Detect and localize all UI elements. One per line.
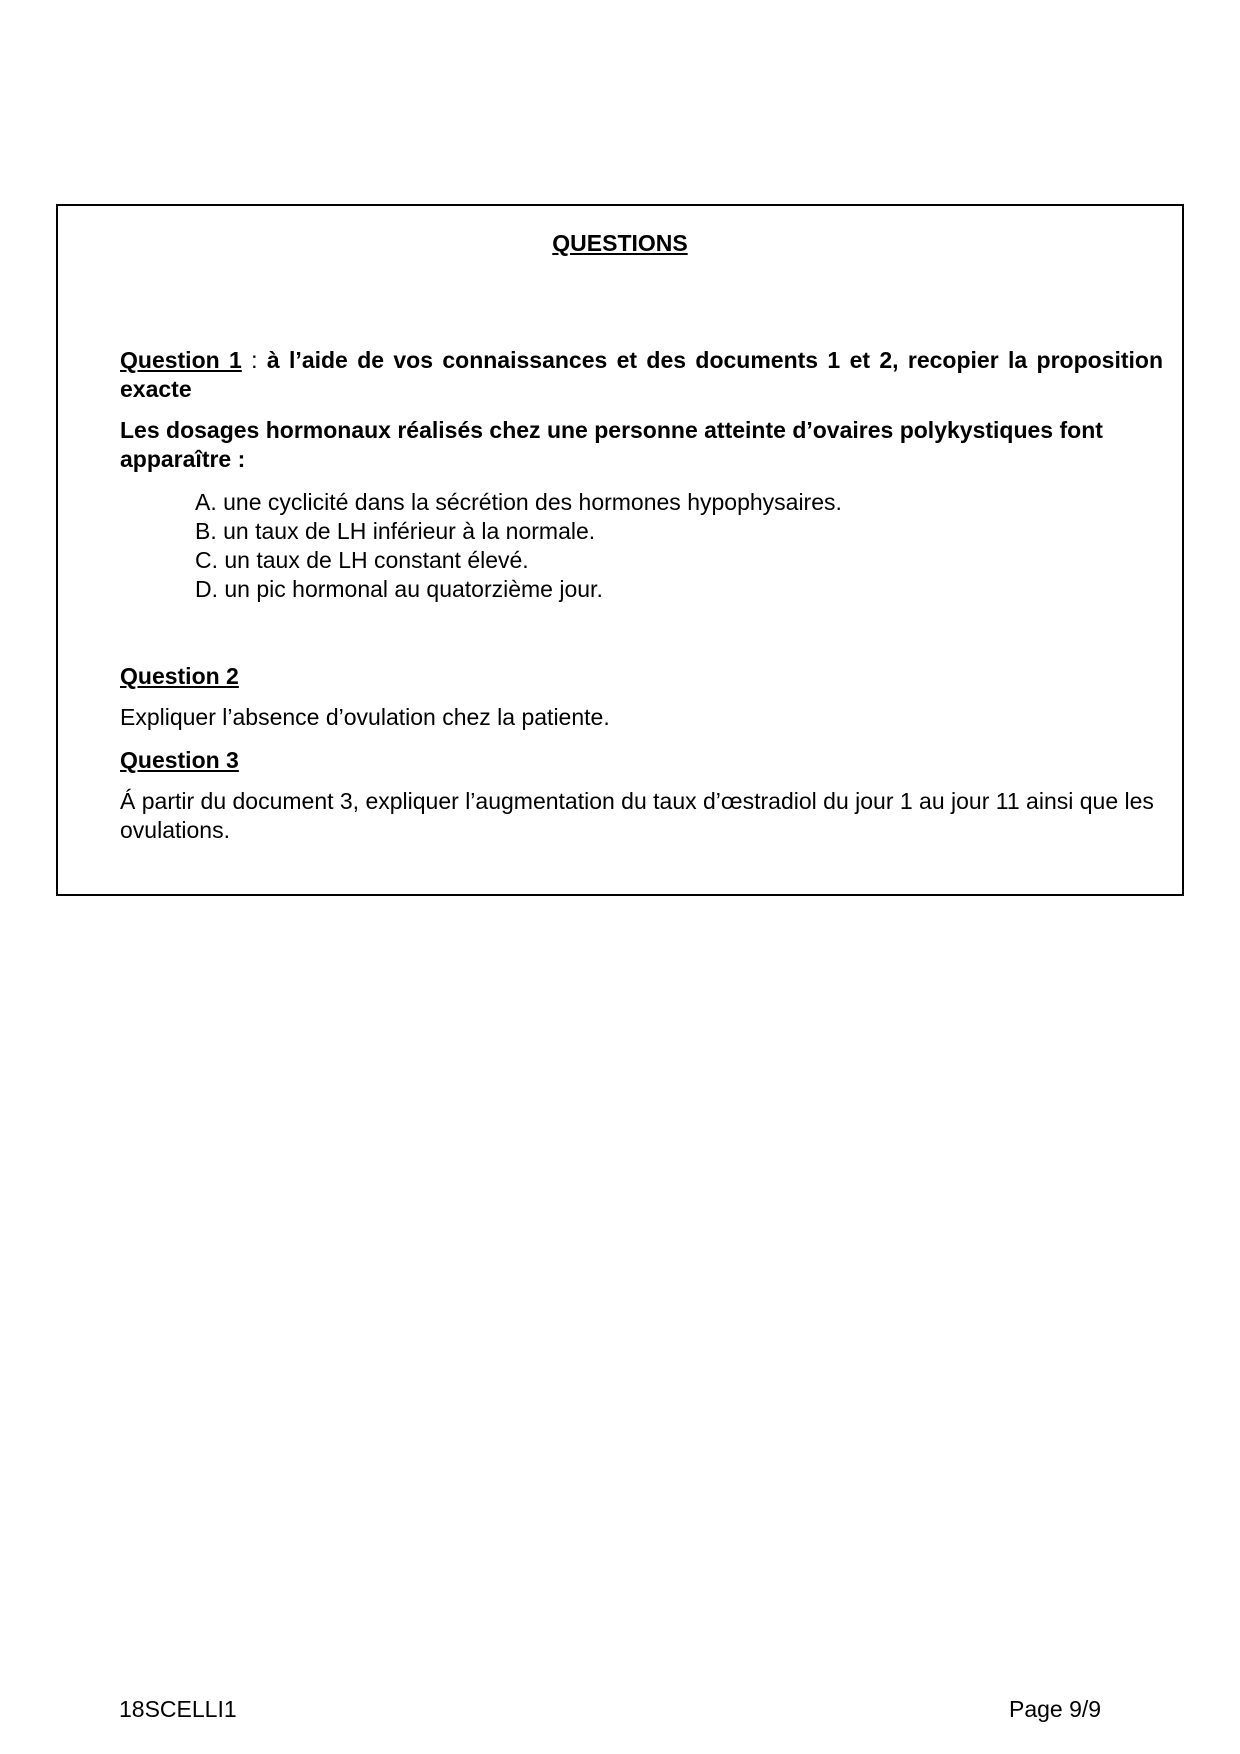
option-b: B. un taux de LH inférieur à la normale. (195, 518, 596, 544)
question-3-text: Á partir du document 3, expliquer l’augmentation du taux d’œstradiol du jour 1 au jour 11 ainsi que les ovulations. (120, 788, 1154, 843)
questions-box (56, 204, 1184, 896)
option-d: D. un pic hormonal au quatorzième jour. (195, 576, 603, 602)
footer-page-number: Page 9/9 (1009, 1696, 1102, 1722)
question-3-label: Question 3 (120, 747, 239, 773)
question-1-separator: : (241, 347, 267, 373)
question-1-instruction: à l’aide de vos connaissances et des documents 1 et 2, recopier la proposition exacte (120, 347, 1164, 402)
questions-content (120, 346, 1163, 845)
footer-document-code: 18SCELLI1 (119, 1696, 237, 1722)
question-2-label: Question 2 (120, 663, 239, 689)
option-c: C. un taux de LH constant élevé. (195, 547, 529, 573)
section-title: QUESTIONS (552, 230, 688, 256)
question-1-stem: Les dosages hormonaux réalisés chez une personne atteinte d’ovaires polykystiques font apparaître : (120, 417, 1103, 472)
question-1-prompt (120, 346, 1163, 404)
question-1-label: Question 1 (120, 347, 242, 373)
question-2-text: Expliquer l’absence d’ovulation chez la patiente. (120, 704, 610, 730)
question-1-options (195, 488, 1163, 604)
option-a: A. une cyclicité dans la sécrétion des hormones hypophysaires. (195, 489, 842, 515)
